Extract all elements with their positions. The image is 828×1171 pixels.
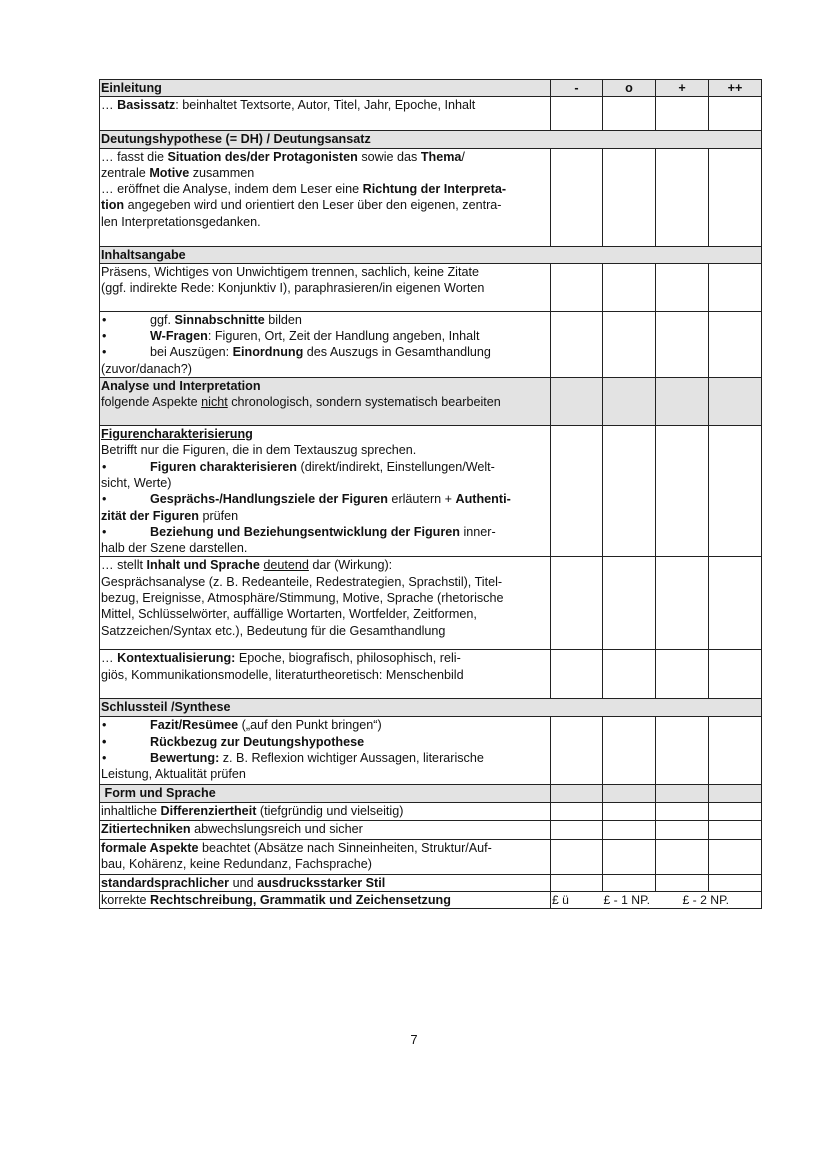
rating-cell[interactable] <box>709 263 762 311</box>
rating-cell[interactable] <box>603 650 656 699</box>
rating-cell <box>551 378 603 426</box>
rating-cell[interactable] <box>709 148 762 246</box>
rating-cell[interactable] <box>603 839 656 874</box>
criterion-row <box>100 97 762 131</box>
bullet-item: • bei Auszügen: Einordnung des Auszugs in Gesamthandlung <box>101 344 549 360</box>
criterion-text: … Basissatz: beinhaltet Textsorte, Autor, Titel, Jahr, Epoche, Inhalt <box>100 97 551 131</box>
section-title: Form und Sprache <box>100 785 551 803</box>
section-text: Analyse und Interpretation folgende Aspekte nicht chronologisch, sondern systematisch bearbeiten <box>100 378 551 426</box>
rating-cell[interactable] <box>551 426 603 557</box>
rating-cell[interactable] <box>656 803 709 820</box>
section-header <box>100 699 762 717</box>
checkbox-minus-2np[interactable]: £ - 2 NP. <box>709 892 762 909</box>
rating-cell <box>603 378 656 426</box>
rating-cell[interactable] <box>551 820 603 839</box>
rating-cell[interactable] <box>603 557 656 650</box>
section-header <box>100 785 762 803</box>
bullet-item: • Gesprächs-/Handlungsziele der Figuren erläutern + Authenti- zität der Figuren prüfen <box>101 491 549 524</box>
criterion-text: standardsprachlicher und ausdrucksstarker Stil <box>100 874 551 891</box>
rating-cell[interactable] <box>656 557 709 650</box>
rating-cell[interactable] <box>603 426 656 557</box>
criterion-row <box>100 717 762 785</box>
criterion-text: Zitiertechniken abwechslungsreich und sicher <box>100 820 551 839</box>
bullet-item: • Beziehung und Beziehungsentwicklung der Figuren inner- halb der Szene darstellen. <box>101 524 549 557</box>
rating-col-minus: - <box>551 80 603 97</box>
criterion-row <box>100 148 762 246</box>
criterion-text: inhaltliche Differenziertheit (tiefgründig und vielseitig) <box>100 803 551 820</box>
assessment-rubric-table <box>99 79 762 909</box>
section-header <box>100 246 762 263</box>
criterion-row <box>100 820 762 839</box>
bullet-item: • Figuren charakterisieren (direkt/indirekt, Einstellungen/Welt- sicht, Werte) <box>101 459 549 492</box>
rating-cell[interactable] <box>656 717 709 785</box>
section-title: Einleitung <box>100 80 551 97</box>
criterion-text: • Fazit/Resümee („auf den Punkt bringen“) • Rückbezug zur Deutungshypothese • Bewertung: z. B. Reflexion wichtiger Aussagen, literarische Leistung, Aktualität prüfen <box>100 717 551 785</box>
criterion-row <box>100 650 762 699</box>
page-number: 7 <box>410 1032 418 1047</box>
rating-col-o: o <box>603 80 656 97</box>
rating-cell[interactable] <box>603 820 656 839</box>
rating-cell[interactable] <box>656 839 709 874</box>
criterion-row <box>100 557 762 650</box>
bullet-item: • ggf. Sinnabschnitte bilden <box>101 312 549 328</box>
criterion-text: … stellt Inhalt und Sprache deutend dar (Wirkung): Gesprächsanalyse (z. B. Redeanteile, Redestrategien, Sprachstil), Titel- bezug, Ereignisse, Atmosphäre/Stimmung, Motive, Sprache (rhetorische Mittel, Schlüsselwörter, auffällige Wortarten, Wortfelder, Zeitformen, Satzzeichen/Syntax etc.), Bedeutung für die Gesamthandlung <box>100 557 551 650</box>
rating-cell[interactable] <box>551 263 603 311</box>
rating-cell[interactable] <box>656 148 709 246</box>
criterion-text: Präsens, Wichtiges von Unwichtigem trennen, sachlich, keine Zitate (ggf. indirekte Rede: Konjunktiv I), paraphrasieren/in eigenen Worten <box>100 263 551 311</box>
rating-cell[interactable] <box>551 650 603 699</box>
rating-cell[interactable] <box>603 803 656 820</box>
rating-cell[interactable] <box>709 557 762 650</box>
rating-cell[interactable] <box>551 97 603 131</box>
criterion-row <box>100 839 762 874</box>
criterion-row <box>100 426 762 557</box>
rating-cell[interactable] <box>656 820 709 839</box>
bullet-item: • Fazit/Resümee („auf den Punkt bringen“) <box>101 717 549 733</box>
rating-col-plusplus: ++ <box>709 80 762 97</box>
rating-cell[interactable] <box>656 426 709 557</box>
rating-cell[interactable] <box>551 803 603 820</box>
rating-cell[interactable] <box>709 650 762 699</box>
rating-cell[interactable] <box>656 97 709 131</box>
criterion-text: … Kontextualisierung: Epoche, biografisch, philosophisch, reli- giös, Kommunikationsmodelle, literaturtheoretisch: Menschenbild <box>100 650 551 699</box>
section-einleitung-header <box>100 80 762 97</box>
rating-cell[interactable] <box>603 311 656 377</box>
rating-cell <box>709 378 762 426</box>
rating-cell[interactable] <box>709 97 762 131</box>
criterion-row <box>100 803 762 820</box>
criterion-text: formale Aspekte beachtet (Absätze nach Sinneinheiten, Struktur/Auf- bau, Kohärenz, keine Redundanz, Fachsprache) <box>100 839 551 874</box>
rating-cell[interactable] <box>551 717 603 785</box>
rating-cell[interactable] <box>551 148 603 246</box>
rating-cell[interactable] <box>656 263 709 311</box>
rating-cell <box>656 378 709 426</box>
rating-cell[interactable] <box>709 311 762 377</box>
section-title: Inhaltsangabe <box>100 246 762 263</box>
bullet-item: • W-Fragen: Figuren, Ort, Zeit der Handlung angeben, Inhalt <box>101 328 549 344</box>
criterion-row <box>100 311 762 377</box>
rating-cell[interactable] <box>603 717 656 785</box>
rating-cell[interactable] <box>656 311 709 377</box>
section-analyse-row <box>100 378 762 426</box>
rating-cell[interactable] <box>603 874 656 891</box>
rating-cell[interactable] <box>709 839 762 874</box>
rating-cell[interactable] <box>709 717 762 785</box>
rating-cell[interactable] <box>709 874 762 891</box>
bullet-item: • Bewertung: z. B. Reflexion wichtiger Aussagen, literarische <box>101 750 549 766</box>
rating-cell[interactable] <box>709 803 762 820</box>
rating-col-plus: + <box>656 80 709 97</box>
rating-cell[interactable] <box>551 839 603 874</box>
checkbox-minus-1np[interactable]: £ - 1 NP. <box>603 892 709 909</box>
rating-cell[interactable] <box>656 874 709 891</box>
section-title: Deutungshypothese (= DH) / Deutungsansatz <box>100 131 762 148</box>
rating-cell[interactable] <box>709 426 762 557</box>
section-header <box>100 131 762 148</box>
rating-cell[interactable] <box>551 874 603 891</box>
rating-cell[interactable] <box>603 97 656 131</box>
criterion-text: … fasst die Situation des/der Protagonisten sowie das Thema/ zentrale Motive zusammen … eröffnet die Analyse, indem dem Leser eine Richtung der Interpreta- tion angegeben wird und orientiert den Leser über den eigenen, zentra- len Interpretationsgedanken. <box>100 148 551 246</box>
rating-cell[interactable] <box>709 820 762 839</box>
criterion-text: korrekte Rechtschreibung, Grammatik und Zeichensetzung <box>100 892 551 909</box>
criterion-row <box>100 874 762 891</box>
rating-cell[interactable] <box>551 311 603 377</box>
rating-cell[interactable] <box>656 650 709 699</box>
criterion-text: • ggf. Sinnabschnitte bilden • W-Fragen: Figuren, Ort, Zeit der Handlung angeben, Inhalt • bei Auszügen: Einordnung des Auszugs in Gesamthandlung (zuvor/danach?) <box>100 311 551 377</box>
rating-cell[interactable] <box>551 557 603 650</box>
bullet-item: • Rückbezug zur Deutungshypothese <box>101 734 549 750</box>
rating-cell[interactable] <box>603 263 656 311</box>
criterion-row <box>100 263 762 311</box>
criterion-text: Figurencharakterisierung Betrifft nur die Figuren, die in dem Textauszug sprechen. • Figuren charakterisieren (direkt/indirekt, Einstellungen/Welt- sicht, Werte) • Gesprächs-/Handlungsziele der Figuren erläutern + Authenti- zität der Figuren prüfen • Beziehung und Beziehungsentwicklung der Figuren inner- halb der Szene darstellen. <box>100 426 551 557</box>
rating-cell[interactable] <box>603 148 656 246</box>
section-title: Schlussteil /Synthese <box>100 699 762 717</box>
criterion-row <box>100 892 762 909</box>
checkbox-ok[interactable]: £ ü <box>551 892 603 909</box>
